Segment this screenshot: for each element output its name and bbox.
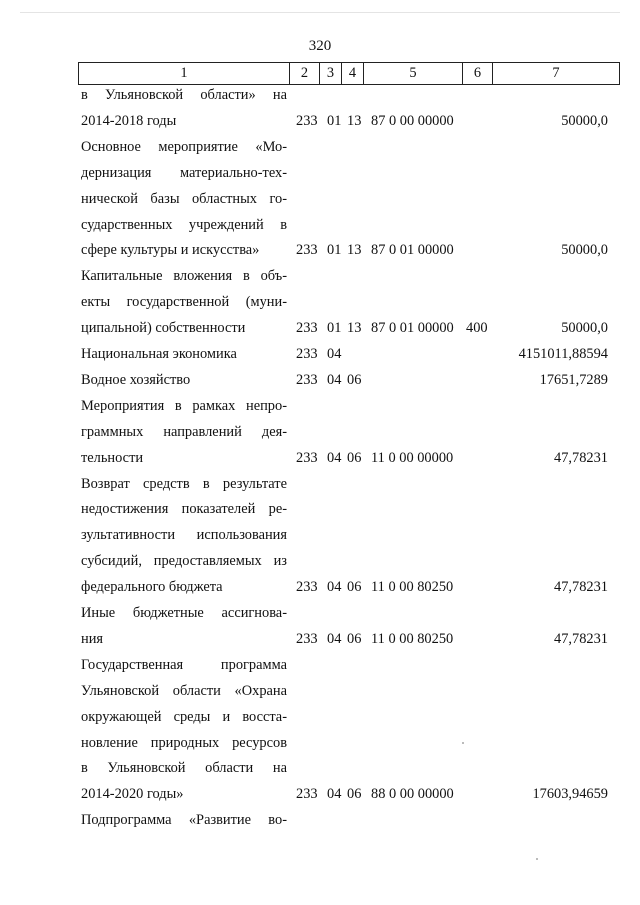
row-subsection-code: 06	[347, 371, 362, 388]
row-target-article: 11 0 00 80250	[371, 630, 454, 647]
row-description: Подпрограмма «Развитие во-	[81, 812, 287, 829]
table-row	[0, 626, 640, 652]
row-section-code: 04	[327, 346, 342, 362]
row-section-code: 04	[327, 371, 342, 388]
table-row	[0, 781, 640, 807]
row-section-code: 01	[327, 112, 342, 129]
row-description: федерального бюджета	[81, 579, 223, 596]
row-admin-code: 233	[296, 346, 318, 362]
row-description: Мероприятия в рамках непро-	[81, 397, 287, 414]
row-amount: 50000,0	[561, 320, 608, 337]
row-amount: 50000,0	[561, 112, 608, 129]
row-description: екты государственной (муни-	[81, 294, 287, 311]
row-description: Национальная экономика	[81, 346, 237, 362]
row-description: Государственная программа	[81, 656, 287, 673]
table-row	[0, 341, 640, 367]
header-col-3: 3	[320, 63, 342, 84]
table-row	[0, 315, 640, 341]
table-row	[0, 186, 640, 212]
row-description: дернизация материально-тех-	[81, 164, 287, 181]
header-col-5: 5	[364, 63, 463, 84]
table-row	[0, 730, 640, 756]
row-description: новление природных ресурсов	[81, 734, 287, 751]
row-target-article: 87 0 01 00000	[371, 320, 454, 337]
row-description: нической базы областных го-	[81, 190, 287, 207]
header-col-1: 1	[79, 63, 290, 84]
table-row	[0, 807, 640, 833]
table-row	[0, 393, 640, 419]
row-description: Основное мероприятие «Мо-	[81, 138, 287, 155]
row-description: недостижения показателей ре-	[81, 501, 287, 518]
row-section-code: 01	[327, 242, 342, 259]
row-section-code: 04	[327, 449, 342, 466]
row-description: зультативности использования	[81, 527, 287, 544]
table-row	[0, 496, 640, 522]
row-target-article: 11 0 00 00000	[371, 449, 454, 466]
table-row	[0, 704, 640, 730]
row-target-article: 87 0 00 00000	[371, 112, 454, 129]
table-row	[0, 600, 640, 626]
table-row	[0, 237, 640, 263]
row-description: сфере культуры и искусства»	[81, 242, 260, 259]
row-description: сударственных учреждений в	[81, 216, 287, 233]
row-admin-code: 233	[296, 579, 318, 596]
row-admin-code: 233	[296, 320, 318, 337]
row-admin-code: 233	[296, 371, 318, 388]
row-amount: 47,78231	[554, 630, 608, 647]
row-section-code: 04	[327, 786, 342, 803]
table-row	[0, 82, 640, 108]
table-row	[0, 548, 640, 574]
row-amount: 17651,7289	[539, 371, 608, 388]
header-col-2: 2	[290, 63, 320, 84]
row-description: Водное хозяйство	[81, 371, 191, 388]
row-description: 2014-2018 годы	[81, 112, 177, 129]
row-amount: 47,78231	[554, 449, 608, 466]
row-admin-code: 233	[296, 449, 318, 466]
page-number: 320	[308, 38, 332, 54]
header-col-4: 4	[342, 63, 364, 84]
row-description: Капитальные вложения в объ-	[81, 268, 287, 285]
header-col-7: 7	[552, 65, 560, 81]
row-section-code: 04	[327, 630, 342, 647]
table-row	[0, 134, 640, 160]
row-description: окружающей среды и восста-	[81, 708, 287, 725]
row-description: в Ульяновской области» на	[81, 87, 287, 103]
table-row	[0, 471, 640, 497]
row-admin-code: 233	[296, 786, 318, 803]
header-col-6: 6	[463, 63, 493, 84]
scan-artifact-top	[20, 12, 620, 13]
table-row	[0, 755, 640, 781]
row-target-article: 88 0 00 00000	[371, 786, 454, 803]
row-description: граммных направлений дея-	[81, 423, 287, 440]
row-admin-code: 233	[296, 242, 318, 259]
row-description: тельности	[81, 449, 144, 466]
table-row	[0, 522, 640, 548]
table-row	[0, 419, 640, 445]
row-target-article: 87 0 01 00000	[371, 242, 454, 259]
row-admin-code: 233	[296, 630, 318, 647]
row-amount: 17603,94659	[532, 786, 608, 803]
row-description: субсидий, предоставляемых из	[81, 553, 287, 570]
row-description: Возврат средств в результате	[81, 475, 287, 492]
table-row	[0, 108, 640, 134]
table-row	[0, 678, 640, 704]
row-subsection-code: 06	[347, 449, 362, 466]
row-admin-code: 233	[296, 112, 318, 129]
row-target-article: 11 0 00 80250	[371, 579, 454, 596]
row-amount: 50000,0	[561, 242, 608, 259]
row-subsection-code: 06	[347, 786, 362, 803]
table-row	[0, 445, 640, 471]
row-description: ния	[81, 630, 104, 647]
row-subsection-code: 06	[347, 630, 362, 647]
row-subsection-code: 13	[347, 242, 362, 259]
row-amount: 4151011,88594	[518, 346, 608, 362]
row-description: в Ульяновской области на	[81, 760, 287, 777]
scan-dot	[536, 858, 538, 860]
row-subsection-code: 13	[347, 320, 362, 337]
table-row	[0, 574, 640, 600]
row-amount: 47,78231	[554, 579, 608, 596]
row-description: ципальной) собственности	[81, 320, 246, 337]
table-row	[0, 263, 640, 289]
row-description: Иные бюджетные ассигнова-	[81, 605, 287, 621]
table-row	[0, 160, 640, 186]
row-section-code: 01	[327, 320, 342, 337]
table-row	[0, 367, 640, 393]
row-description: 2014-2020 годы»	[81, 786, 184, 803]
row-expense-type: 400	[466, 320, 488, 337]
row-subsection-code: 06	[347, 579, 362, 596]
row-description: Ульяновской области «Охрана	[81, 682, 287, 699]
table-row	[0, 212, 640, 238]
table-row	[0, 289, 640, 315]
row-section-code: 04	[327, 579, 342, 596]
row-subsection-code: 13	[347, 112, 362, 129]
table-row	[0, 652, 640, 678]
scan-dot	[462, 742, 464, 744]
